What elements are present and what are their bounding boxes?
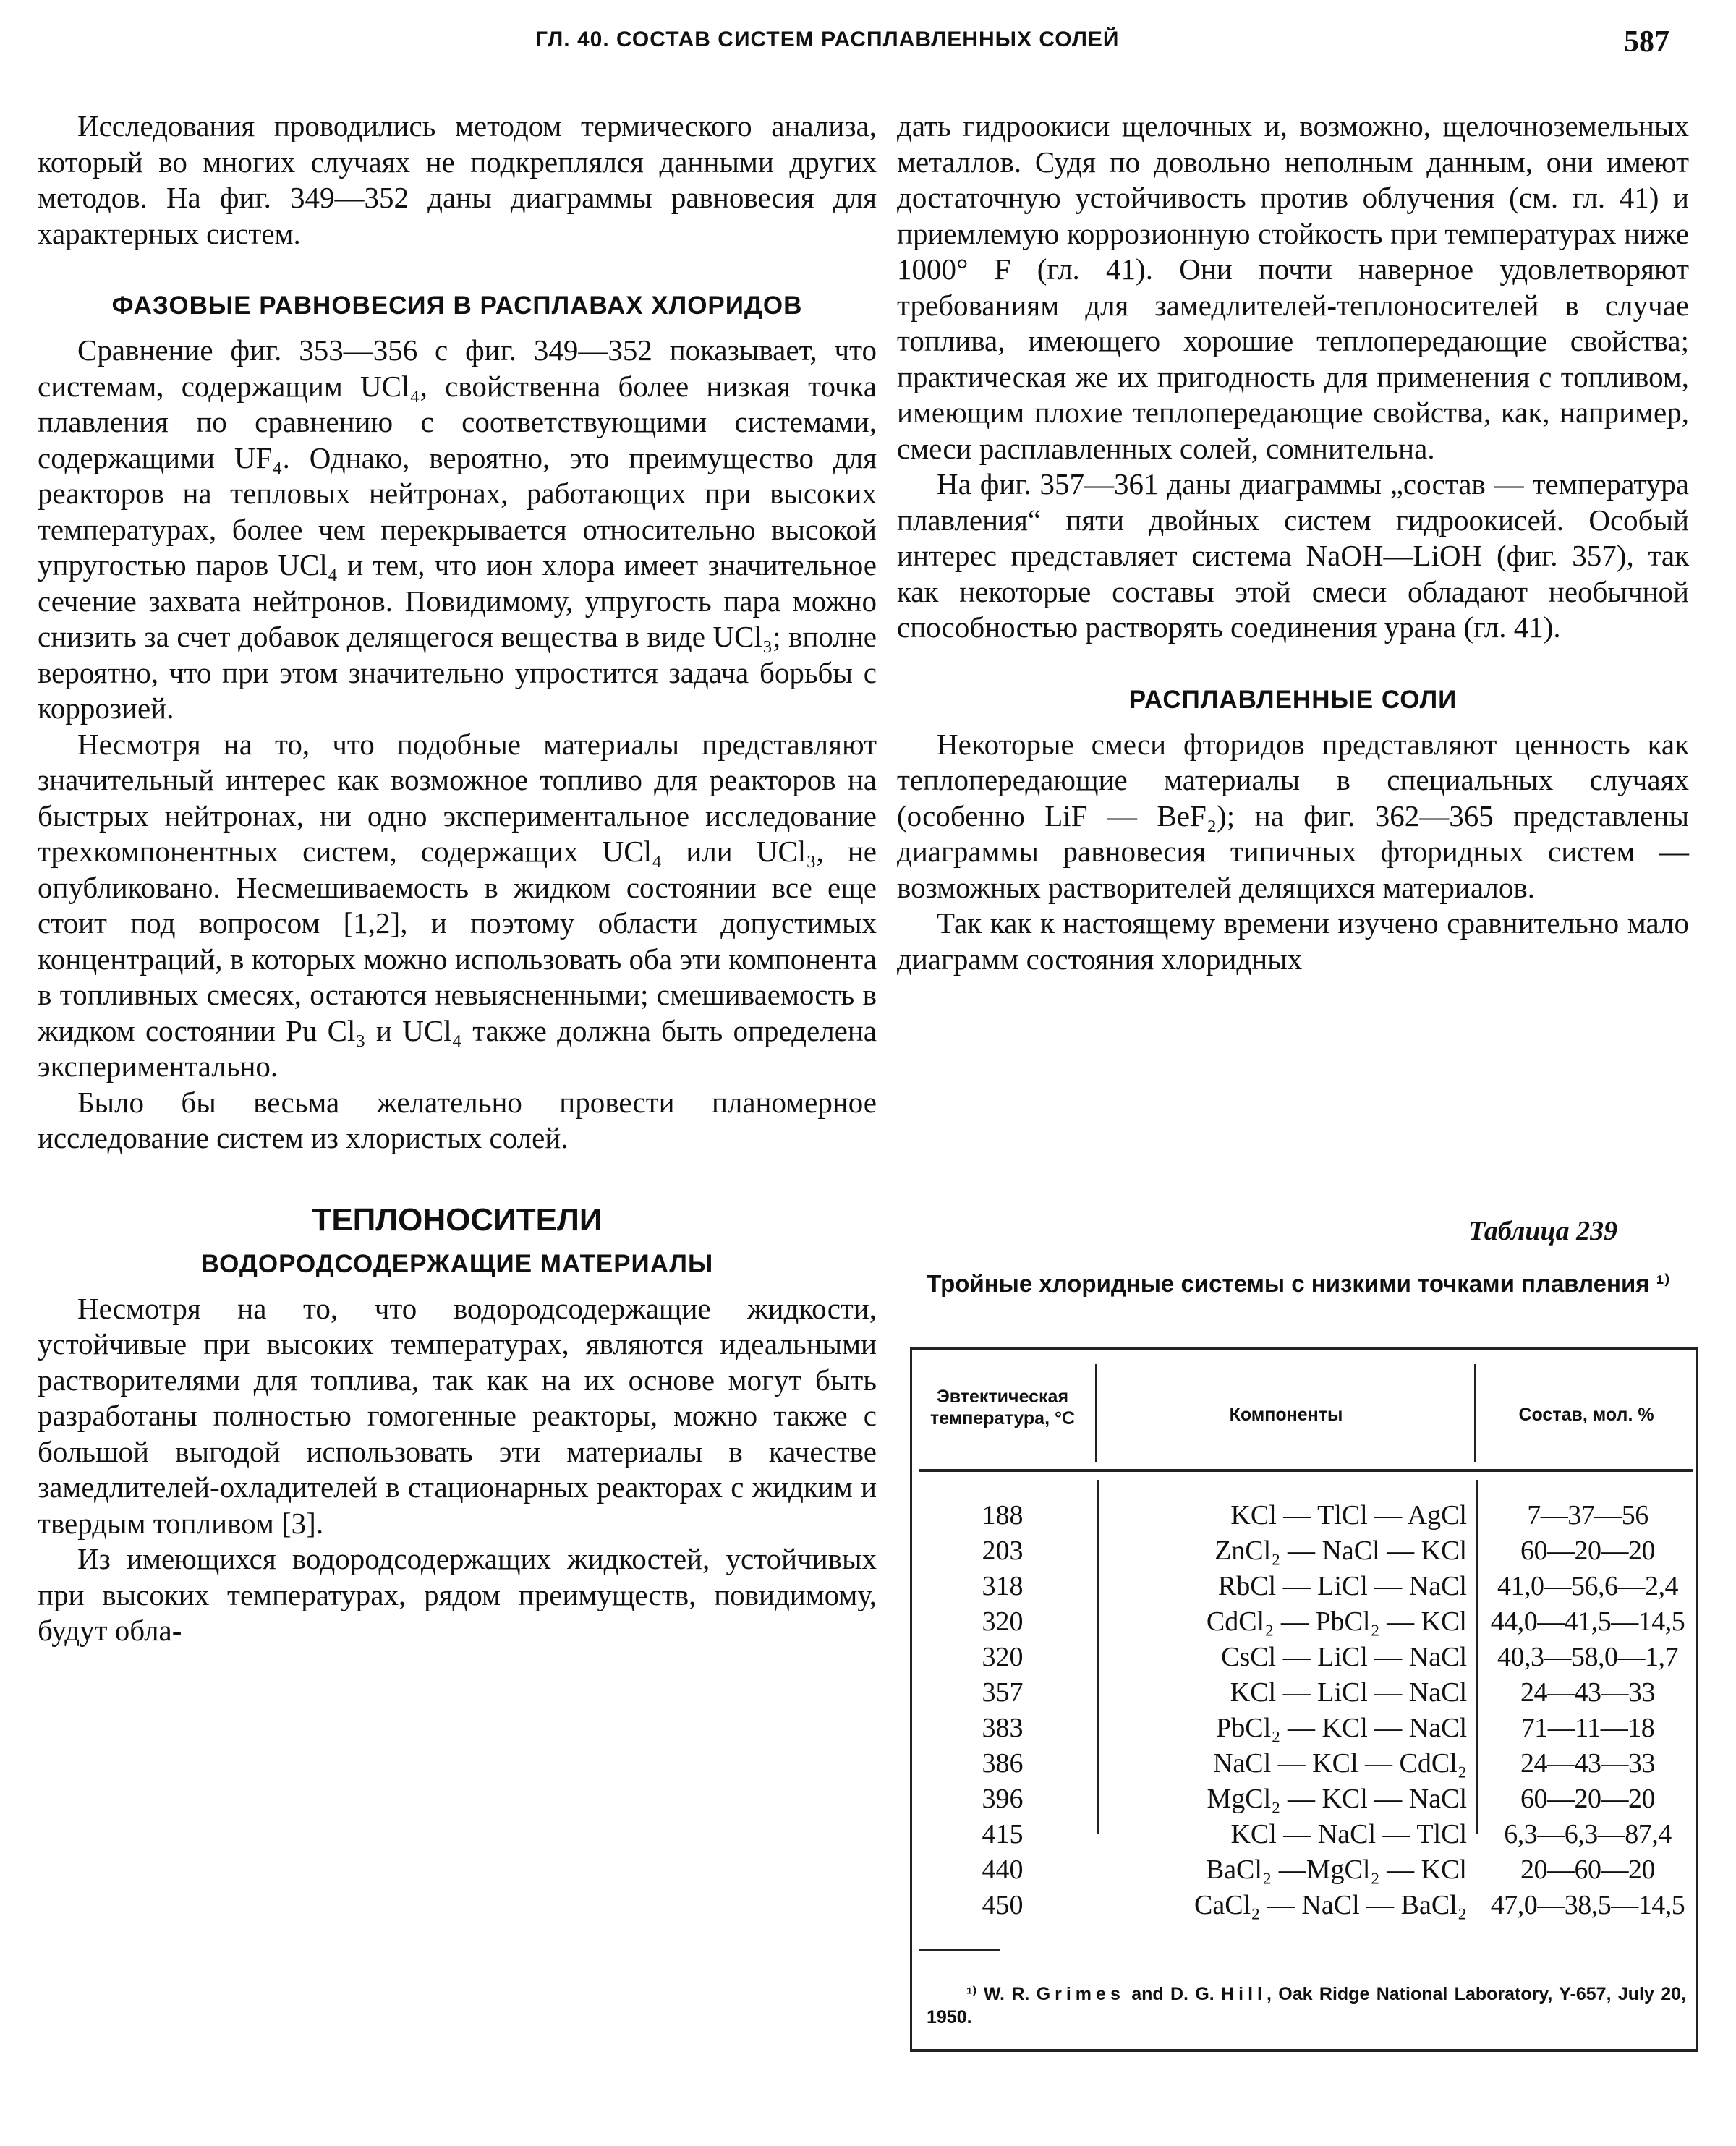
paragraph: Несмотря на то, что водородсодержащие жидкости, устойчивые при высоких температурах, являются идеальными растворителями для топлива, так как на их основе могут быть разработаны полностью гомогенные реакторы, можно также с большой выгодой использовать эти материалы в качестве замедлителей-охладителей в стационарных реакторах с жидким и твердым топливом [3]. — [38, 1291, 877, 1540]
components-cell: CaCl₂ — NaCl — BaCl₂ — [1194, 1890, 1467, 1920]
table-row — [912, 1604, 1696, 1640]
temperature-cell: 440 — [982, 1855, 1024, 1885]
components-cell: KCl — LiCl — NaCl — [1230, 1677, 1467, 1708]
composition-cell: 41,0—56,6—2,4 — [1497, 1571, 1678, 1601]
table-label: Таблица 239 — [1468, 1216, 1618, 1246]
table-row — [912, 1746, 1696, 1781]
paragraph: Было бы весьма желательно провести планомерное исследование систем из хлористых солей. — [38, 1085, 877, 1154]
composition-cell: 71—11—18 — [1520, 1713, 1655, 1743]
paragraph: дать гидроокиси щелочных и, возможно, щелочноземельных металлов. Судя по довольно неполным данным, они имеют достаточную устойчивость против облучения (см. гл. 41) и приемлемую коррозионную стойкость при температурах ниже 1000° F (гл. 41). Они почти наверное удовлетворяют требованиям для замедлителей-теплоносителей в случае топлива, имеющего хорошие теплопередающие свойства; практическая же их пригодность для применения с топливом, имеющим плохие теплопередающие свойства, как, например, смеси расплавленных солей, сомнительна. — [897, 109, 1689, 465]
components-cell: BaCl₂ —MgCl₂ — KCl — [1205, 1855, 1467, 1885]
right-column — [897, 108, 1689, 977]
composition-cell: 44,0—41,5—14,5 — [1490, 1606, 1685, 1637]
composition-cell: 6,3—6,3—87,4 — [1504, 1819, 1672, 1849]
column-divider — [1474, 1364, 1476, 1462]
paragraph: Исследования проводились методом термического анализа, который во многих случаях не подкреплялся данными других методов. На фиг. 349—352 даны диаграммы равновесия для характерных систем. — [38, 109, 877, 250]
components-cell: CsCl — LiCl — NaCl — [1221, 1642, 1467, 1672]
table-row — [912, 1711, 1696, 1746]
chapter-heading: ТЕПЛОНОСИТЕЛИ — [312, 1201, 603, 1238]
section-heading: ФАЗОВЫЕ РАВНОВЕСИЯ В РАСПЛАВАХ ХЛОРИДОВ — [111, 291, 803, 320]
components-cell: KCl — TlCl — AgCl — [1230, 1500, 1467, 1530]
header-rule — [919, 1469, 1693, 1472]
header-composition: Состав, мол. % — [1518, 1405, 1654, 1425]
table-title: Тройные хлоридные системы с низкими точками плавления ¹⁾ — [927, 1270, 1670, 1297]
running-title: ГЛ. 40. СОСТАВ СИСТЕМ РАСПЛАВЛЕННЫХ СОЛЕЙ — [535, 27, 1120, 51]
composition-cell: 40,3—58,0—1,7 — [1497, 1642, 1678, 1672]
footnote: ¹⁾ W. R. Grimes and D. G. Hill, Oak Ridge National Laboratory, Y-657, July 20, 1950. — [927, 1984, 1687, 2027]
table-row — [912, 1852, 1696, 1888]
composition-cell: 60—20—20 — [1520, 1784, 1655, 1814]
composition-cell: 24—43—33 — [1520, 1748, 1655, 1779]
temperature-cell: 450 — [982, 1890, 1024, 1920]
table-row — [912, 1888, 1696, 1923]
temperature-cell: 320 — [982, 1642, 1024, 1672]
header-temperature: Эвтектическая температура, °C — [929, 1387, 1076, 1428]
left-column — [38, 108, 877, 1649]
table-row — [912, 1498, 1696, 1533]
composition-cell: 47,0—38,5—14,5 — [1490, 1890, 1685, 1920]
components-cell: CdCl₂ — PbCl₂ — KCl — [1206, 1606, 1467, 1637]
temperature-cell: 203 — [982, 1536, 1024, 1566]
composition-cell: 24—43—33 — [1520, 1677, 1655, 1708]
header-components: Компоненты — [1229, 1405, 1343, 1425]
paragraph: Так как к настоящему времени изучено сравнительно мало диаграмм состояния хлоридных — [897, 906, 1689, 976]
components-cell: ZnCl₂ — NaCl — KCl — [1214, 1536, 1467, 1566]
table-row — [912, 1640, 1696, 1675]
temperature-cell: 318 — [982, 1571, 1024, 1601]
components-cell: NaCl — KCl — CdCl₂ — [1212, 1748, 1467, 1779]
data-table — [910, 1347, 1698, 2052]
section-heading: РАСПЛАВЛЕННЫЕ СОЛИ — [1128, 685, 1458, 714]
composition-cell: 7—37—56 — [1527, 1500, 1648, 1530]
paragraph: Из имеющихся водородсодержащих жидкостей, устойчивых при высоких температурах, рядом преимуществ, повидимому, будут обла- — [38, 1542, 877, 1647]
temperature-cell: 386 — [982, 1748, 1024, 1779]
running-header — [0, 27, 1736, 64]
table-row — [912, 1569, 1696, 1604]
temperature-cell: 383 — [982, 1713, 1024, 1743]
paragraph: Сравнение фиг. 353—356 с фиг. 349—352 показывает, что системам, содержащим UCl₄, свойственна более низкая точка плавления по сравнению с соответствующими системами, содержащими UF₄. Однако, вероятно, это преимущество для реакторов на тепловых нейтронах, работающих при высоких температурах, более чем перекрывается относительно высокой упругостью паров UCl₄ и тем, что ион хлора имеет значительное сечение захвата нейтронов. Повидимому, упругость пара можно снизить за счет добавок делящегося вещества в виде UCl₃; вполне вероятно, что при этом значительно упростится задача борьбы с коррозией. — [38, 333, 877, 725]
table-row — [912, 1675, 1696, 1711]
temperature-cell: 415 — [982, 1819, 1024, 1849]
components-cell: PbCl₂ — KCl — NaCl — [1216, 1713, 1467, 1743]
composition-cell: 20—60—20 — [1520, 1855, 1655, 1885]
temperature-cell: 357 — [982, 1677, 1024, 1708]
temperature-cell: 188 — [982, 1500, 1024, 1530]
paragraph: Некоторые смеси фторидов представляют ценность как теплопередающие материалы в специальных случаях (особенно LiF — BeF₂); на фиг. 362—365 представлены диаграммы равновесия типичных фторидных систем — возможных растворителей делящихся материалов. — [897, 727, 1689, 904]
table-row — [912, 1817, 1696, 1852]
paragraph: Несмотря на то, что подобные материалы представляют значительный интерес как возможное топливо для реакторов на быстрых нейтронах, ни одно экспериментальное исследование трехкомпонентных систем, содержащих UCl₄ или UCl₃, не опубликовано. Несмешиваемость в жидком состоянии все еще стоит под вопросом [1,2], и поэтому области допустимых концентраций, в которых можно использовать оба эти компонента в топливных смесях, остаются невыясненными; смешиваемость в жидком состоянии Pu Cl₃ и UCl₄ также должна быть определена экспериментально. — [38, 727, 877, 1083]
footnote-rule — [919, 1949, 1000, 1951]
table-row — [912, 1781, 1696, 1817]
paragraph: На фиг. 357—361 даны диаграммы „состав — температура плавления“ пяти двойных систем гидроокисей. Особый интерес представляет система NaOH—LiOH (фиг. 357), так как некоторые составы этой смеси обладают необычной способностью растворять соединения урана (гл. 41). — [897, 467, 1689, 644]
column-divider — [1095, 1364, 1097, 1462]
components-cell: KCl — NaCl — TlCl — [1230, 1819, 1467, 1849]
table-row — [912, 1533, 1696, 1569]
components-cell: MgCl₂ — KCl — NaCl — [1207, 1784, 1467, 1814]
temperature-cell: 320 — [982, 1606, 1024, 1637]
section-heading: ВОДОРОДСОДЕРЖАЩИЕ МАТЕРИАЛЫ — [200, 1249, 714, 1278]
components-cell: RbCl — LiCl — NaCl — [1217, 1571, 1467, 1601]
temperature-cell: 396 — [982, 1784, 1024, 1814]
composition-cell: 60—20—20 — [1520, 1536, 1655, 1566]
page-number: 587 — [1624, 25, 1669, 59]
